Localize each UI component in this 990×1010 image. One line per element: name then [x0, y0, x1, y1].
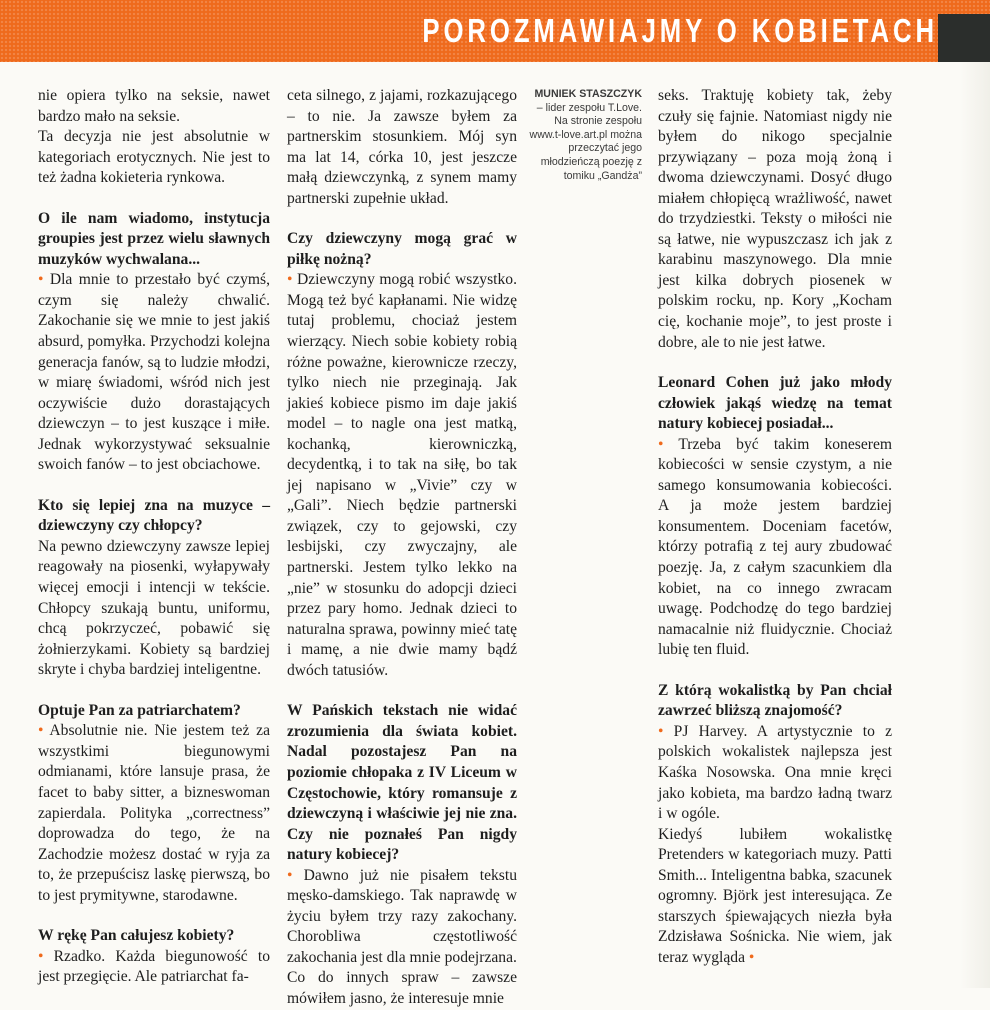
paragraph-text: Kiedyś lubiłem wokalistkę Pretenders w kategoriach muzy. Patti Smith... Inteligentna babka, szacunek ogromny. Björk jest interesująca. Ze starszych śpiewających niezła była Zdzisława Sośnicka. Nie wiem, jak teraz wygląda: [658, 825, 892, 966]
caption-line: Na stronie zespołu www.t-love.art.pl można przeczytać jego młodzieńczą poezję z tomiku „Gandża”: [529, 115, 642, 182]
interview-answer: [38, 270, 270, 475]
header-dark-block: [938, 14, 990, 62]
article-column-2: [287, 86, 517, 1010]
interview-answer: [38, 721, 270, 906]
answer-text: Dla mnie to przestało być czymś, czym się należy chwalić. Zakochanie się we mnie to jest jakiś absurd, pomyłka. Przychodzi kolejna generacja fanów, są to ludzie młodzi, w miarę świadomi, wśród nich jest oczywiście dużo dorastających dziewczyn – to jest kuszące i miłe. Jednak wykorzystywać seksualnie swoich fanów – to jest obciachowe.: [38, 271, 270, 474]
bullet-icon: •: [658, 435, 679, 453]
answer-text: Dziewczyny mogą robić wszystko. Mogą też być kapłanami. Nie widzę tutaj problemu, chociaż jestem wierzący. Niech sobie kobiety robią różne poważne, kierownicze rzeczy, tylko niech nie przeginają. Jak jakieś kobiece pismo im daje jakiś model – to nagle ona jest matką, kochanką, kierowniczką, decydentką, i to tak na siłę, bo tak jej napisano w „Vivie” czy w „Gali”. Niech będzie partnerski związek, czy to gejowski, czy lesbijski, czy zwyczajny, ale partnerski. Jestem tylko lekko na „nie” w stosunku do adopcji dzieci przez pary homo. Jednak dzieci to naturalna sprawa, powinny mieć tatę i mamę, a nie dwie mamy bądź dwóch tatusiów.: [287, 271, 517, 679]
bullet-icon: •: [38, 947, 54, 965]
interview-answer: [287, 270, 517, 681]
interview-question: Czy dziewczyny mogą grać w piłkę nożną?: [287, 230, 517, 268]
sidebar-caption: [528, 88, 642, 183]
bullet-icon: •: [287, 271, 297, 289]
answer-text: Rzadko. Każda biegunowość to jest przegięcie. Ale patriarchat fa-: [38, 947, 271, 986]
answer-text: Trzeba być takim koneserem kobiecości w sensie czystym, a nie samego konsumowania kobiecości. A ja może jestem bardziej konsumentem. Doceniam facetów, którzy potrafią z tej aury zbudować poezję. Ja, z całym szacunkiem dla kobiet, na co innego zwracam uwagę. Podchodzę do tego bardziej namacalnie niż fluidycznie. Chociaż lubię ten fluid.: [658, 435, 893, 659]
answer-text: PJ Harvey. A artystycznie to z polskich wokalistek najlepsza jest Kaśka Nosowska. Ona mnie kręci jako kobieta, ma bardzo ładną twarz i w ogóle.: [658, 722, 893, 823]
interview-question: Kto się lepiej zna na muzyce – dziewczyny czy chłopcy?: [38, 496, 270, 535]
paragraph: Co do innych spraw – zawsze mówiłem jasno, że interesuje mnie: [287, 969, 517, 1007]
bullet-icon: •: [658, 722, 674, 740]
interview-question: Leonard Cohen już jako młody człowiek jakąś wiedzę na temat natury kobiecej posiadał...: [658, 374, 892, 433]
article-column-1: [38, 86, 270, 988]
interview-answer: [287, 866, 517, 969]
interview-answer: [658, 722, 892, 825]
article-column-3: [658, 86, 892, 968]
interview-answer: [38, 947, 270, 988]
interview-question: W rękę Pan całujesz kobiety?: [38, 927, 235, 945]
caption-line: – lider zespołu T.Love.: [536, 101, 642, 114]
paragraph: ceta silnego, z jajami, rozkazującego – to nie. Ja zawsze byłem za partnerskim stosunkiem. Mój syn ma lat 14, córka 10, jest jeszcze małą dziewczynką, z synem mamy partnerski zupełnie układ.: [287, 87, 517, 207]
interview-question: Optuje Pan za patriarchatem?: [38, 701, 241, 719]
page-edge-shadow: [960, 62, 990, 988]
paragraph: Na pewno dziewczyny zawsze lepiej reagowały na piosenki, wyłapywały więcej emocji i intencji w tekście. Chłopcy szukają buntu, uniformu, chcą pokrzyczeć, pobawić się żołnierzykami. Kobiety są bardziej skryte i chyba bardziej inteligentne.: [38, 537, 270, 679]
interview-question: O ile nam wiadomo, instytucja groupies jest przez wielu sławnych muzyków wychwalana...: [38, 209, 270, 268]
paragraph: [658, 825, 892, 969]
answer-text: Absolutnie nie. Nie jestem też za wszystkimi biegunowymi odmianami, które lansuje prasa, że facet to baby sitter, a bizneswoman zapierdala. Polityka „correctness” doprowadza do tego, że na Zachodzie możesz dostać w ryja za to, że przepuścisz laskę pierwszą, bo to jest prymitywne, starodawne.: [38, 722, 271, 904]
paragraph: seks. Traktuję kobiety tak, żeby czuły się fajnie. Natomiast nigdy nie byłem do nikogo specjalnie przywiązany – poza moją żoną i dwoma dziewczynami. Dosyć długo miałem chłopięcą wrażliwość, nawet do trzydziestki. Teksty o miłości nie są łatwe, nie wypuszczasz ich jak z karabinu maszynowego. Dla mnie jest kilka dobrych piosenek w polskim rocku, np. Kory „Kocham cię, kochanie moje”, to jest proste i dobre, ale to nie jest łatwe.: [658, 87, 892, 351]
header-banner: [0, 0, 990, 62]
section-title: POROZMAWIAJMY O KOBIETACH: [422, 12, 938, 49]
answer-text: Dawno już nie pisałem tekstu męsko-damskiego. Tak naprawdę w życiu byłem trzy razy zakochany. Chorobliwa częstotliwość zakochania jest dla mnie podejrzana.: [287, 866, 518, 966]
bullet-icon: •: [287, 866, 304, 884]
bullet-icon: •: [38, 271, 50, 289]
paragraph: Ta decyzja nie jest absolutnie w kategoriach erotycznych. Nie jest to też żadna kokieteria rynkowa.: [38, 128, 270, 187]
end-mark-icon: •: [745, 948, 755, 966]
interview-question: W Pańskich tekstach nie widać zrozumienia dla świata kobiet. Nadal pozostajesz Pan na poziomie chłopaka z IV Liceum w Częstochowie, który romansuje z dziewczyną i właściwie jej nie zna. Czy nie poznałeś Pan nigdy natury kobiecej?: [287, 702, 517, 864]
bullet-icon: •: [38, 722, 50, 740]
paragraph: nie opiera tylko na seksie, nawet bardzo mało na seksie.: [38, 87, 270, 125]
caption-name: MUNIEK STASZCZYK: [534, 88, 642, 100]
interview-answer: [658, 435, 892, 661]
interview-question: Z którą wokalistką by Pan chciał zawrzeć bliższą znajomość?: [658, 681, 892, 720]
